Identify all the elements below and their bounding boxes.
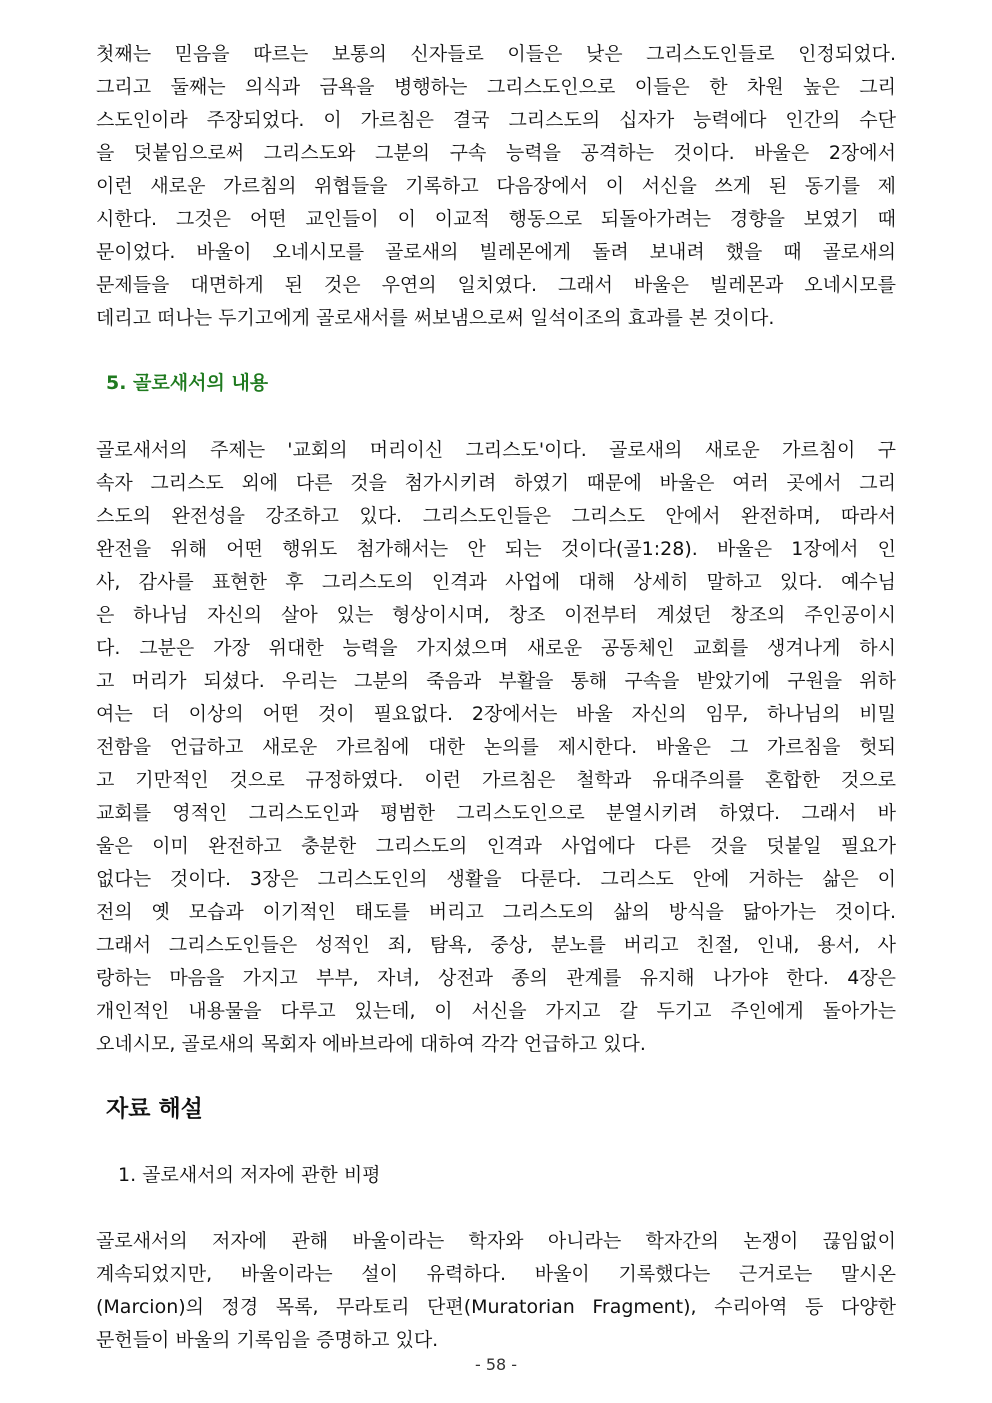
text-line: 교회를 영적인 그리스도인과 평범한 그리스도인으로 분열시키려 하였다. 그래서 바 (96, 802, 896, 824)
text-line: 이런 새로운 가르침의 위협들을 기록하고 다음장에서 이 서신을 쓰게 된 동기를 제 (96, 175, 896, 197)
text-line: 고 머리가 되셨다. 우리는 그분의 죽음과 부활을 통해 구속을 받았기에 구원을 위하 (96, 670, 896, 692)
text-line: 을 덧붙임으로써 그리스도와 그분의 구속 능력을 공격하는 것이다. 바울은 2장에서 (96, 142, 896, 164)
text-line: 전의 옛 모습과 이기적인 태도를 버리고 그리스도의 삶의 방식을 닮아가는 것이다. (96, 901, 896, 923)
page-number: - 58 - (474, 1355, 518, 1374)
text-line: 골로새서의 주제는 '교회의 머리이신 그리스도'이다. 골로새의 새로운 가르침이 구 (96, 439, 896, 461)
text-line: 계속되었지만, 바울이라는 설이 유력하다. 바울이 기록했다는 근거로는 말시온 (96, 1263, 896, 1285)
text-line: 그래서 그리스도인들은 성적인 죄, 탐욕, 중상, 분노를 버리고 친절, 인내, 용서, 사 (96, 934, 896, 956)
text-line: 완전을 위해 어떤 행위도 첨가해서는 안 되는 것이다(골1:28). 바울은 1장에서 인 (96, 538, 896, 560)
paragraph-authorship (96, 1225, 896, 1357)
sub-heading-authorship: 1. 골로새서의 저자에 관한 비평 (118, 1164, 381, 1186)
text-line: 은 하나님 자신의 살아 있는 형상이시며, 창조 이전부터 계셨던 창조의 주인공이시 (96, 604, 896, 626)
text-line: 시한다. 그것은 어떤 교인들이 이 이교적 행동으로 되돌아가려는 경향을 보였기 때 (96, 208, 896, 230)
text-line: 없다는 것이다. 3장은 그리스도인의 생활을 다룬다. 그리스도 안에 거하는 삶은 이 (96, 868, 896, 890)
text-line: (Marcion)의 정경 목록, 무라토리 단편(Muratorian Fragment), 수리아역 등 다양한 (96, 1296, 896, 1318)
text-line: 개인적인 내용물을 다루고 있는데, 이 서신을 가지고 갈 두기고 주인에게 돌아가는 (96, 1000, 896, 1022)
text-line: 문이었다. 바울이 오네시모를 골로새의 빌레몬에게 돌려 보내려 했을 때 골로새의 (96, 241, 896, 263)
text-line: 랑하는 마음을 가지고 부부, 자녀, 상전과 종의 관계를 유지해 나가야 한다. 4장은 (96, 967, 896, 989)
text-line: 문헌들이 바울의 기록임을 증명하고 있다. (96, 1329, 439, 1351)
part-heading-commentary: 자료 해설 (106, 1096, 203, 1122)
text-line: 다. 그분은 가장 위대한 능력을 가지셨으며 새로운 공동체인 교회를 생겨나게 하시 (96, 637, 896, 659)
text-line: 전함을 언급하고 새로운 가르침에 대한 논의를 제시한다. 바울은 그 가르침을 헛되 (96, 736, 896, 758)
text-line: 오네시모, 골로새의 목회자 에바브라에 대하여 각각 언급하고 있다. (96, 1033, 646, 1055)
text-line: 그리고 둘째는 의식과 금욕을 병행하는 그리스도인으로 이들은 한 차원 높은 그리 (96, 76, 896, 98)
text-line: 여는 더 이상의 어떤 것이 필요없다. 2장에서는 바울 자신의 임무, 하나님의 비밀 (96, 703, 896, 725)
text-line: 속자 그리스도 외에 다른 것을 첨가시키려 하였기 때문에 바울은 여러 곳에서 그리 (96, 472, 896, 494)
text-line: 스도의 완전성을 강조하고 있다. 그리스도인들은 그리스도 안에서 완전하며, 따라서 (96, 505, 896, 527)
paragraph-intro (96, 38, 896, 335)
text-line: 첫째는 믿음을 따르는 보통의 신자들로 이들은 낮은 그리스도인들로 인정되었다. (96, 43, 896, 65)
section-heading-contents: 5. 골로새서의 내용 (106, 372, 269, 394)
text-line: 스도인이라 주장되었다. 이 가르침은 결국 그리스도의 십자가 능력에다 인간의 수단 (96, 109, 896, 131)
text-line: 문제들을 대면하게 된 것은 우연의 일치였다. 그래서 바울은 빌레몬과 오네시모를 (96, 274, 896, 296)
paragraph-contents (96, 434, 896, 1061)
text-line: 사, 감사를 표현한 후 그리스도의 인격과 사업에 대해 상세히 말하고 있다. 예수님 (96, 571, 897, 593)
text-line: 골로새서의 저자에 관해 바울이라는 학자와 아니라는 학자간의 논쟁이 끊임없이 (96, 1230, 896, 1252)
text-line: 울은 이미 완전하고 충분한 그리스도의 인격과 사업에다 다른 것을 덧붙일 필요가 (96, 835, 896, 857)
text-line: 고 기만적인 것으로 규정하였다. 이런 가르침은 철학과 유대주의를 혼합한 것으로 (96, 769, 896, 791)
text-line: 데리고 떠나는 두기고에게 골로새서를 써보냄으로써 일석이조의 효과를 본 것이다. (96, 307, 775, 329)
